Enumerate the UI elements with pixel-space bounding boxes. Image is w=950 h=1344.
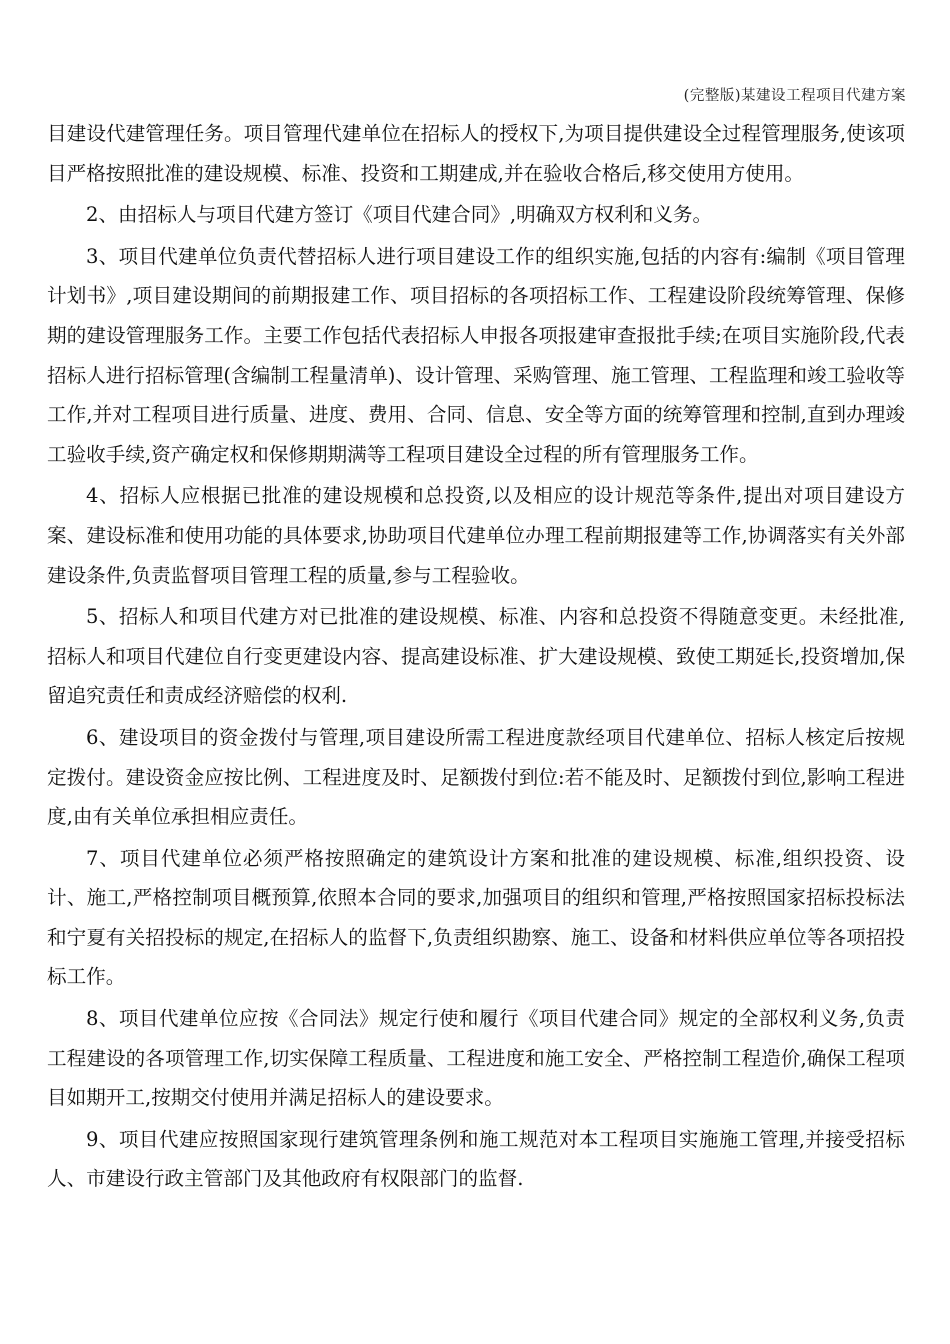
paragraph-item-6: 6、建设项目的资金拨付与管理,项目建设所需工程进度款经项目代建单位、招标人核定后按规定拨付。建设资金应按比例、工程进度及时、足额拨付到位:若不能及时、足额拨付到位,影响工程进度,由有关单位承担相应责任。 bbox=[47, 725, 905, 829]
paragraph-continuation: 目建设代建管理任务。项目管理代建单位在招标人的授权下,为项目提供建设全过程管理服务,使该项目严格按照批准的建设规模、标准、投资和工期建成,并在验收合格后,移交使用方使用。 bbox=[47, 122, 905, 185]
paragraph-item-2: 2、由招标人与项目代建方签订《项目代建合同》,明确双方权利和义务。 bbox=[86, 203, 713, 227]
paragraph-item-8: 8、项目代建单位应按《合同法》规定行使和履行《项目代建合同》规定的全部权利义务,负责工程建设的各项管理工作,切实保障工程质量、工程进度和施工安全、严格控制工程造价,确保工程项目如期开工,按期交付使用并满足招标人的建设要求。 bbox=[47, 1007, 905, 1110]
paragraph-item-3: 3、项目代建单位负责代替招标人进行项目建设工作的组织实施,包括的内容有:编制《项目管理计划书》,项目建设期间的前期报建工作、项目招标的各项招标工作、工程建设阶段统筹管理、保修期的建设管理服务工作。主要工作包括代表招标人申报各项报建审查报批手续;在项目实施阶段,代表招标人进行招标管理(含编制工程量清单)、设计管理、采购管理、施工管理、工程监理和竣工验收等工作,并对工程项目进行质量、进度、费用、合同、信息、安全等方面的统筹管理和控制,直到办理竣工验收手续,资产确定权和保修期期满等工程项目建设全过程的所有管理服务工作。 bbox=[47, 244, 905, 466]
paragraph-item-9: 9、项目代建应按照国家现行建筑管理条例和施工规范对本工程项目实施施工管理,并接受招标人、市建设行政主管部门及其他政府有权限部门的监督. bbox=[47, 1127, 905, 1191]
page-header: (完整版)某建设工程项目代建方案 bbox=[683, 88, 906, 104]
paragraph-item-5: 5、招标人和项目代建方对已批准的建设规模、标准、内容和总投资不得随意变更。未经批准,招标人和项目代建位自行变更建设内容、提高建设标准、扩大建设规模、致使工期延长,投资增加,保留追究责任和责成经济赔偿的权利. bbox=[47, 605, 905, 708]
paragraph-item-4: 4、招标人应根据已批准的建设规模和总投资,以及相应的设计规范等条件,提出对项目建设方案、建设标准和使用功能的具体要求,协助项目代建单位办理工程前期报建等工作,协调落实有关外部建设条件,负责监督项目管理工程的质量,参与工程验收。 bbox=[47, 484, 905, 587]
paragraph-item-7: 7、项目代建单位必须严格按照确定的建筑设计方案和批准的建设规模、标准,组织投资、设计、施工,严格控制项目概预算,依照本合同的要求,加强项目的组织和管理,严格按照国家招标投标法和宁夏有关招投标的规定,在招标人的监督下,负责组织勘察、施工、设备和材料供应单位等各项招投标工作。 bbox=[47, 846, 905, 989]
document-body bbox=[47, 114, 905, 1201]
